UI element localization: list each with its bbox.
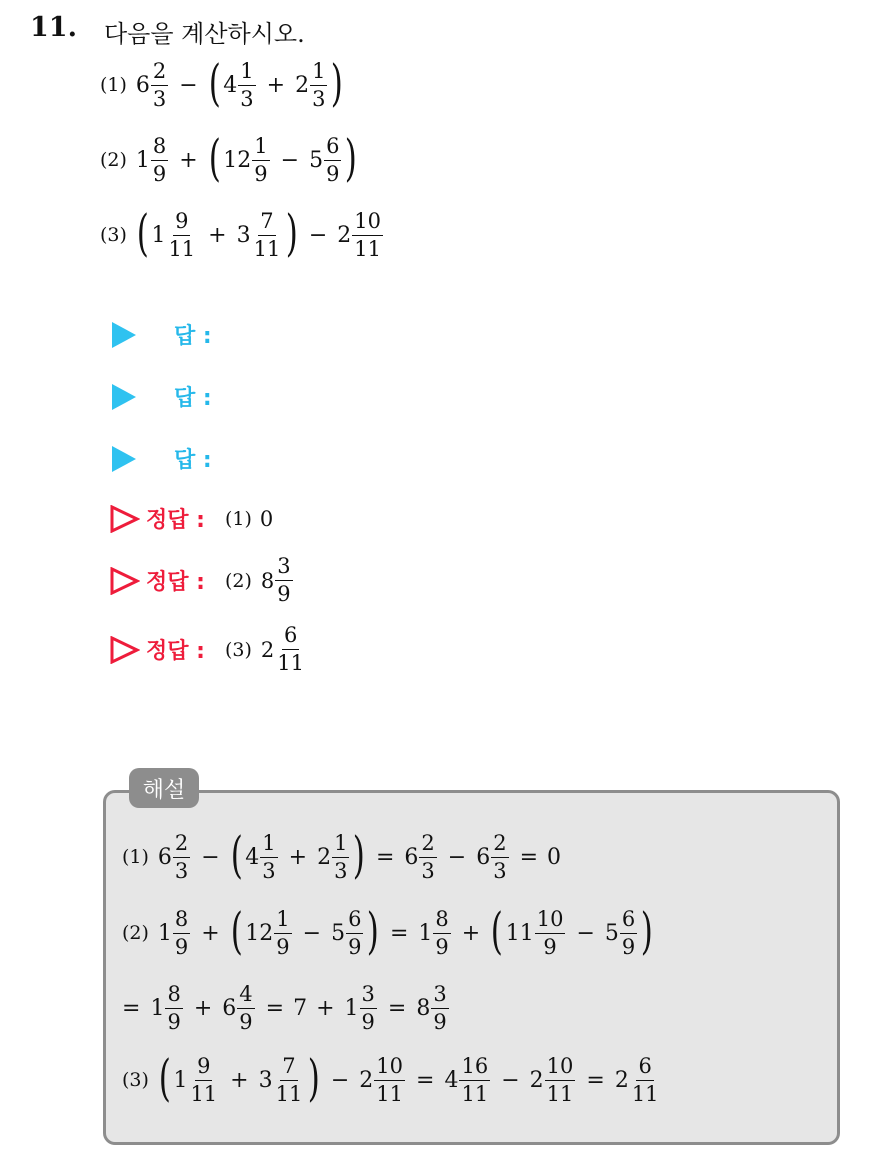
outline-triangle-icon bbox=[110, 636, 140, 664]
answer-label: 답 : bbox=[174, 448, 212, 473]
problem-label: (3) bbox=[100, 224, 127, 246]
explanation-label: (1) bbox=[122, 846, 149, 868]
answer-whole: 8 bbox=[260, 568, 275, 593]
answer-label: 답 : bbox=[174, 386, 212, 411]
play-triangle-icon bbox=[112, 322, 136, 348]
answer-item-label: (1) bbox=[224, 507, 252, 530]
explanation-line-2b: = 1 $\frac{8}{9}$ + 6 $\frac{4}{9}$ = 7 + 1 $\frac{3}{9}$ = 8 $\frac{3}{9}$ bbox=[122, 982, 447, 1034]
correct-label: 정답 : bbox=[146, 508, 205, 533]
explanation-label: (2) bbox=[122, 922, 149, 944]
explanation-line-1: (1) 6 $\frac{2}{3}$ − ( 4 $\frac{1}{3}$ + 2 $\frac{1}{3}$ ) = 6 $\frac{2}{3}$ − 6 $\frac{2}{3}$ = 0 bbox=[122, 826, 562, 884]
answer-value: 0 bbox=[259, 506, 274, 531]
answer-label: 답 : bbox=[174, 324, 212, 349]
correct-answer-2 bbox=[110, 556, 295, 605]
explanation-line-2: (2) 1 $\frac{8}{9}$ + ( 12 $\frac{1}{9}$ − 5 $\frac{6}{9}$ ) = 1 $\frac{8}{9}$ + ( 11 $\frac{10}{9}$ − 5 $\frac{6}{9}$ ) bbox=[122, 902, 654, 960]
explanation-label: (3) bbox=[122, 1069, 149, 1091]
problem-1: (1) 6 $\frac{2}{3}$ − ( 4 $\frac{1}{3}$ + 2 $\frac{1}{3}$ ) bbox=[100, 54, 344, 112]
problem-3: (3) ( 1 $\frac{9}{11}$ + 3 $\frac{7}{11}$ ) − 2 $\frac{10}{11}$ bbox=[100, 204, 382, 262]
problem-label: (2) bbox=[100, 149, 127, 171]
answer-blank-2[interactable] bbox=[112, 381, 212, 412]
problem-2: (2) 1 $\frac{8}{9}$ + ( 12 $\frac{1}{9}$ − 5 $\frac{6}{9}$ ) bbox=[100, 129, 358, 187]
outline-triangle-icon bbox=[110, 567, 140, 595]
answer-blank-1[interactable] bbox=[112, 319, 212, 350]
answer-denominator: 11 bbox=[277, 651, 304, 675]
question-prompt: 다음을 계산하시오. bbox=[104, 20, 305, 48]
problem-label: (1) bbox=[100, 74, 127, 96]
question-number: 11. bbox=[30, 12, 77, 43]
answer-denominator: 9 bbox=[277, 582, 291, 606]
correct-answer-3 bbox=[110, 625, 308, 674]
correct-answer-1 bbox=[110, 503, 273, 534]
answer-numerator: 3 bbox=[275, 556, 292, 581]
play-triangle-icon bbox=[112, 446, 136, 472]
answer-blank-3[interactable] bbox=[112, 443, 212, 474]
answer-numerator: 6 bbox=[282, 625, 299, 650]
correct-label: 정답 : bbox=[146, 639, 205, 664]
answer-item-label: (3) bbox=[224, 638, 252, 661]
explanation-title: 해설 bbox=[129, 768, 199, 808]
outline-triangle-icon bbox=[110, 505, 140, 533]
play-triangle-icon bbox=[112, 384, 136, 410]
answer-whole: 2 bbox=[260, 637, 275, 662]
answer-item-label: (2) bbox=[224, 569, 252, 592]
explanation-line-3: (3) ( 1 $\frac{9}{11}$ + 3 $\frac{7}{11}$ ) − 2 $\frac{10}{11}$ = 4 $\frac{16}{11}$ − 2 $\frac{10}{11}$ = 2 $\frac{6}{11}$ bbox=[122, 1049, 659, 1107]
correct-label: 정답 : bbox=[146, 570, 205, 595]
